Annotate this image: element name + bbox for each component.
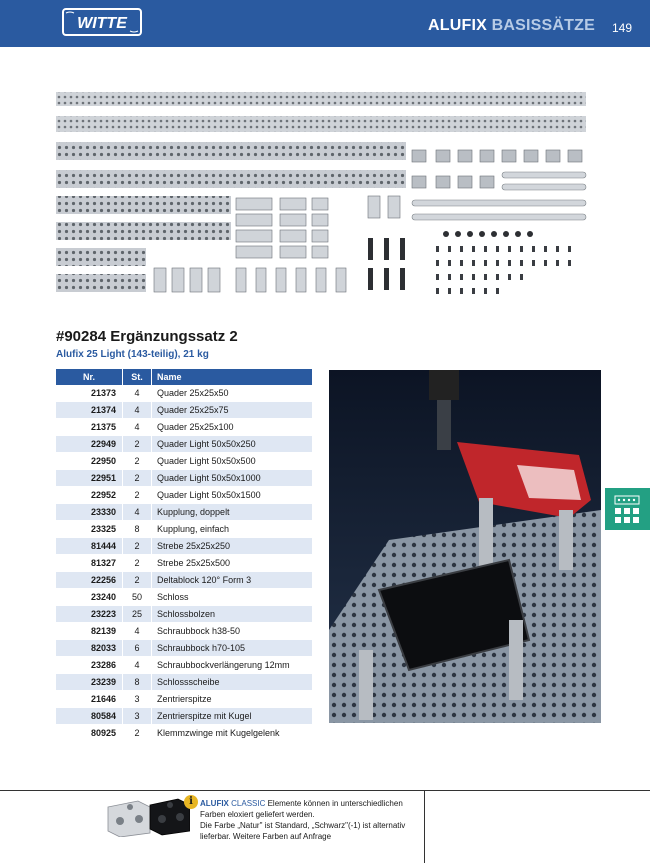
section-title xyxy=(428,17,595,35)
cell-nr: 22949 xyxy=(56,436,123,453)
cell-st: 4 xyxy=(123,504,152,521)
table-row xyxy=(56,402,313,419)
cell-name: Zentrierspitze mit Kugel xyxy=(152,708,313,725)
classic-cubes-image xyxy=(106,795,190,837)
footer-divider xyxy=(0,790,650,791)
cell-nr: 23223 xyxy=(56,606,123,623)
cell-st: 2 xyxy=(123,436,152,453)
cell-nr: 82139 xyxy=(56,623,123,640)
cell-st: 25 xyxy=(123,606,152,623)
table-row xyxy=(56,640,313,657)
cell-st: 2 xyxy=(123,572,152,589)
cell-name: Schraubbock h70-105 xyxy=(152,640,313,657)
info-icon: i xyxy=(184,795,198,809)
table-row xyxy=(56,487,313,504)
product-title: #90284 Ergänzungssatz 2 xyxy=(56,328,238,345)
table-row xyxy=(56,708,313,725)
table-row xyxy=(56,725,313,742)
cell-name: Schraubbock h38-50 xyxy=(152,623,313,640)
table-row xyxy=(56,589,313,606)
table-row xyxy=(56,572,313,589)
note-text-1: Elemente können in unterschiedlichen Farben eloxiert geliefert werden. xyxy=(200,799,403,819)
note-text-2: Die Farbe „Natur" ist Standard, „Schwarz"(-1) ist alternativ lieferbar. Weitere Farben auf Anfrage xyxy=(200,821,406,841)
cell-nr: 80584 xyxy=(56,708,123,725)
cell-st: 3 xyxy=(123,691,152,708)
cell-name: Kupplung, einfach xyxy=(152,521,313,538)
col-header-name: Name xyxy=(152,369,313,385)
cell-nr: 23239 xyxy=(56,674,123,691)
note-brand: ALUFIX xyxy=(200,799,229,808)
cell-nr: 23240 xyxy=(56,589,123,606)
cell-name: Schlossscheibe xyxy=(152,674,313,691)
cell-nr: 82033 xyxy=(56,640,123,657)
table-row xyxy=(56,538,313,555)
table-row xyxy=(56,555,313,572)
cell-name: Quader 25x25x100 xyxy=(152,419,313,436)
parts-overview-photo xyxy=(56,88,590,300)
cell-st: 4 xyxy=(123,623,152,640)
parts-table-body xyxy=(56,385,313,742)
table-row xyxy=(56,385,313,402)
col-header-nr: Nr. xyxy=(56,369,123,385)
col-header-st: St. xyxy=(123,369,152,385)
cell-nr: 23330 xyxy=(56,504,123,521)
cell-nr: 22951 xyxy=(56,470,123,487)
cell-name: Quader 25x25x75 xyxy=(152,402,313,419)
table-row xyxy=(56,470,313,487)
cell-nr: 21646 xyxy=(56,691,123,708)
cell-name: Schlossbolzen xyxy=(152,606,313,623)
cell-name: Schloss xyxy=(152,589,313,606)
cell-st: 2 xyxy=(123,453,152,470)
table-header-row xyxy=(56,369,313,385)
cell-st: 2 xyxy=(123,470,152,487)
cell-nr: 80925 xyxy=(56,725,123,742)
cell-nr: 21374 xyxy=(56,402,123,419)
note-line: CLASSIC xyxy=(231,799,266,808)
section-title-bold: ALUFIX xyxy=(428,17,487,34)
cell-name: Strebe 25x25x500 xyxy=(152,555,313,572)
cell-nr: 22950 xyxy=(56,453,123,470)
cell-nr: 23286 xyxy=(56,657,123,674)
cell-st: 2 xyxy=(123,725,152,742)
cell-name: Quader Light 50x50x1500 xyxy=(152,487,313,504)
table-row xyxy=(56,674,313,691)
cell-name: Quader Light 50x50x1000 xyxy=(152,470,313,487)
cell-st: 8 xyxy=(123,674,152,691)
cell-st: 4 xyxy=(123,419,152,436)
brand-text: WITTE xyxy=(77,15,127,32)
table-row xyxy=(56,657,313,674)
page-header xyxy=(0,0,650,47)
cell-st: 4 xyxy=(123,385,152,402)
cell-st: 4 xyxy=(123,402,152,419)
cell-nr: 22952 xyxy=(56,487,123,504)
cell-name: Schraubbockverlängerung 12mm xyxy=(152,657,313,674)
footer-note xyxy=(200,798,424,842)
table-row xyxy=(56,419,313,436)
table-row xyxy=(56,453,313,470)
cell-st: 4 xyxy=(123,657,152,674)
cell-name: Klemmzwinge mit Kugelgelenk xyxy=(152,725,313,742)
cell-name: Quader 25x25x50 xyxy=(152,385,313,402)
table-row xyxy=(56,691,313,708)
cell-nr: 22256 xyxy=(56,572,123,589)
cell-nr: 81327 xyxy=(56,555,123,572)
cell-nr: 81444 xyxy=(56,538,123,555)
table-row xyxy=(56,606,313,623)
product-subtitle: Alufix 25 Light (143-teilig), 21 kg xyxy=(56,349,209,360)
page-number: 149 xyxy=(612,21,633,35)
parts-table xyxy=(56,369,313,742)
cell-nr: 23325 xyxy=(56,521,123,538)
table-row xyxy=(56,623,313,640)
table-row xyxy=(56,521,313,538)
table-row xyxy=(56,436,313,453)
cell-st: 2 xyxy=(123,538,152,555)
cell-name: Strebe 25x25x250 xyxy=(152,538,313,555)
cell-st: 50 xyxy=(123,589,152,606)
cell-nr: 21373 xyxy=(56,385,123,402)
section-tab[interactable] xyxy=(605,488,650,530)
section-title-light: BASISSÄTZE xyxy=(491,17,595,34)
cell-name: Quader Light 50x50x250 xyxy=(152,436,313,453)
cell-st: 6 xyxy=(123,640,152,657)
cell-nr: 21375 xyxy=(56,419,123,436)
application-photo xyxy=(329,370,601,723)
cell-name: Zentrierspitze xyxy=(152,691,313,708)
footer-vertical-divider xyxy=(424,790,425,863)
cell-name: Quader Light 50x50x500 xyxy=(152,453,313,470)
cell-name: Kupplung, doppelt xyxy=(152,504,313,521)
witte-logo xyxy=(62,7,142,37)
cell-name: Deltablock 120° Form 3 xyxy=(152,572,313,589)
table-row xyxy=(56,504,313,521)
cell-st: 2 xyxy=(123,487,152,504)
cell-st: 8 xyxy=(123,521,152,538)
cell-st: 2 xyxy=(123,555,152,572)
cell-st: 3 xyxy=(123,708,152,725)
